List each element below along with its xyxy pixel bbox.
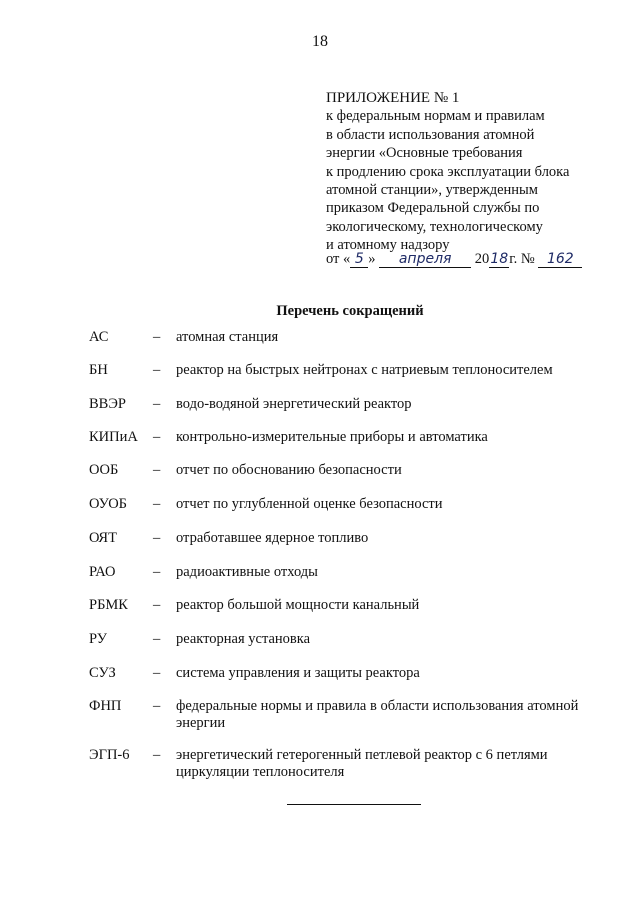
abbreviation-dash: – (153, 396, 161, 412)
abbreviation-term: РАО (89, 564, 116, 580)
abbreviation-dash: – (153, 698, 161, 714)
abbreviation-description: контрольно-измерительные приборы и автоматика (176, 429, 488, 445)
appendix-line: экологическому, технологическому (326, 218, 543, 235)
abbreviation-description: радиоактивные отходы (176, 564, 318, 580)
page-number: 18 (312, 33, 328, 50)
abbreviation-description: отчет по обоснованию безопасности (176, 462, 402, 478)
abbreviation-dash: – (153, 564, 161, 580)
appendix-line: к федеральным нормам и правилам (326, 108, 545, 125)
order-month-handwritten: апреля (379, 251, 471, 268)
abbreviations-title: Перечень сокращений (276, 303, 424, 319)
abbreviation-description: энергетический гетерогенный петлевой реактор с 6 петлями циркуляции теплоносителя (176, 747, 548, 780)
abbreviation-description: атомная станция (176, 329, 279, 345)
order-date-line (326, 251, 582, 268)
abbreviation-description: федеральные нормы и правила в области использования атомной энергии (176, 698, 579, 731)
appendix-heading: ПРИЛОЖЕНИЕ № 1 (326, 90, 460, 106)
appendix-line: в области использования атомной (326, 126, 535, 143)
abbreviation-dash: – (153, 665, 161, 681)
order-year-handwritten: 18 (490, 251, 509, 267)
abbreviation-description: отработавшее ядерное топливо (176, 530, 369, 546)
abbreviation-description: реактор на быстрых нейтронах с натриевым теплоносителем (176, 362, 553, 378)
abbreviation-term: РУ (89, 631, 107, 647)
appendix-line: энергии «Основные требования (326, 145, 523, 162)
abbreviation-description: реактор большой мощности канальный (176, 597, 420, 613)
appendix-line: и атомному надзору (326, 237, 450, 254)
abbreviation-term: ОЯТ (89, 530, 117, 546)
abbreviation-description: система управления и защиты реактора (176, 665, 420, 681)
abbreviation-term: ОУОБ (89, 496, 127, 512)
order-quote-close: » (368, 251, 376, 267)
abbreviation-dash: – (153, 329, 161, 345)
abbreviation-dash: – (153, 530, 161, 546)
abbreviation-dash: – (153, 631, 161, 647)
abbreviation-term: АС (89, 329, 109, 345)
abbreviation-term: ООБ (89, 462, 119, 478)
abbreviation-dash: – (153, 362, 161, 378)
appendix-line: атомной станции», утвержденным (326, 182, 538, 199)
abbreviation-term: ФНП (89, 698, 122, 714)
abbreviation-dash: – (153, 462, 161, 478)
abbreviation-dash: – (153, 429, 161, 445)
abbreviation-dash: – (153, 597, 161, 613)
abbreviation-term: ВВЭР (89, 396, 126, 412)
order-year-prefix: 20 (474, 251, 490, 267)
appendix-block (326, 89, 626, 255)
abbreviation-description: водо-водяной энергетический реактор (176, 396, 412, 412)
abbreviation-term: БН (89, 362, 108, 378)
abbreviation-dash: – (153, 747, 161, 763)
abbreviation-dash: – (153, 496, 161, 512)
abbreviation-term: КИПиА (89, 429, 138, 445)
closing-rule (287, 804, 421, 805)
abbreviation-description: отчет по углубленной оценке безопасности (176, 496, 443, 512)
appendix-line: приказом Федеральной службы по (326, 200, 540, 217)
order-number-handwritten: 162 (538, 251, 582, 268)
order-day-handwritten: 5 (350, 251, 368, 268)
abbreviation-term: РБМК (89, 597, 128, 613)
appendix-line: к продлению срока эксплуатации блока (326, 163, 570, 180)
order-year-label: г. № (509, 251, 535, 267)
abbreviation-description: реакторная установка (176, 631, 311, 647)
order-prefix: от « (326, 251, 351, 267)
abbreviation-term: ЭГП-6 (89, 747, 130, 763)
abbreviation-term: СУЗ (89, 665, 116, 681)
